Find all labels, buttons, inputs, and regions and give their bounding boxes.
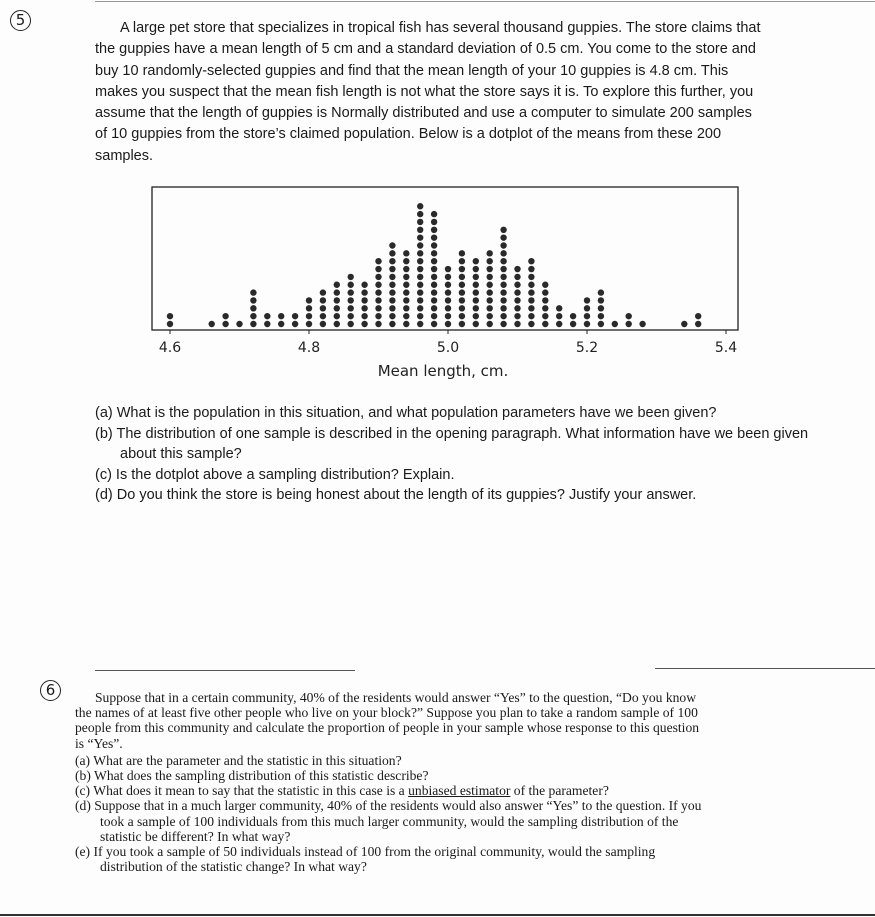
dot bbox=[500, 282, 506, 288]
dot bbox=[528, 321, 534, 327]
dot bbox=[487, 266, 493, 272]
x-tick-label: 5.4 bbox=[714, 340, 738, 356]
question-line: distribution of the statistic change? In what way? bbox=[100, 859, 367, 875]
dot bbox=[459, 297, 465, 303]
dot bbox=[459, 289, 465, 295]
dot bbox=[487, 289, 493, 295]
dot bbox=[459, 258, 465, 264]
dot bbox=[431, 219, 437, 225]
paragraph-line: assume that the length of guppies is Normally distributed and use a computer to simulate 200 samples bbox=[95, 105, 752, 122]
dot bbox=[348, 289, 354, 295]
question-line: (d) Suppose that in a much larger community, 40% of the residents would also answer “Yes” to the question. If you bbox=[75, 798, 702, 814]
paragraph-line: buy 10 randomly-selected guppies and find that the mean length of your 10 guppies is 4.8 cm. This bbox=[95, 62, 729, 79]
dot bbox=[403, 250, 409, 256]
question-a: (a) What is the population in this situation, and what population parameters have we been given? bbox=[95, 405, 717, 421]
question-c: (c) Is the dotplot above a sampling distribution? Explain. bbox=[95, 466, 455, 483]
dot bbox=[598, 321, 604, 327]
dot bbox=[417, 297, 423, 303]
dot bbox=[542, 321, 548, 327]
dot bbox=[500, 289, 506, 295]
dot bbox=[264, 321, 270, 327]
dot bbox=[320, 289, 326, 295]
dot bbox=[514, 266, 520, 272]
dot bbox=[459, 282, 465, 288]
dot bbox=[598, 313, 604, 319]
dot bbox=[500, 250, 506, 256]
dot bbox=[445, 305, 451, 311]
question-a bbox=[75, 753, 701, 768]
dot bbox=[473, 313, 479, 319]
dot bbox=[375, 313, 381, 319]
dot bbox=[334, 321, 340, 327]
dot bbox=[695, 313, 701, 319]
question-line: (b) What does the sampling distribution of this statistic describe? bbox=[75, 768, 429, 784]
question-e bbox=[75, 844, 701, 874]
dot bbox=[417, 289, 423, 295]
dot bbox=[473, 289, 479, 295]
dot bbox=[222, 321, 228, 327]
dot bbox=[514, 297, 520, 303]
dot bbox=[431, 282, 437, 288]
dot bbox=[250, 289, 256, 295]
dot bbox=[389, 258, 395, 264]
dot bbox=[431, 274, 437, 280]
dot bbox=[500, 266, 506, 272]
dot bbox=[570, 313, 576, 319]
dot bbox=[500, 305, 506, 311]
dot bbox=[542, 305, 548, 311]
dot bbox=[417, 234, 423, 240]
paragraph-line: samples. bbox=[95, 147, 154, 164]
dot bbox=[445, 282, 451, 288]
dot bbox=[375, 297, 381, 303]
dot bbox=[403, 313, 409, 319]
dot bbox=[473, 305, 479, 311]
dot bbox=[348, 321, 354, 327]
dot bbox=[584, 321, 590, 327]
dot bbox=[500, 297, 506, 303]
question-line: statistic be different? In what way? bbox=[100, 828, 291, 844]
dot bbox=[361, 289, 367, 295]
dot bbox=[361, 282, 367, 288]
dot bbox=[417, 258, 423, 264]
dot bbox=[487, 274, 493, 280]
dot bbox=[361, 305, 367, 311]
dot bbox=[528, 305, 534, 311]
dot bbox=[612, 321, 618, 327]
dot bbox=[431, 211, 437, 217]
dot bbox=[681, 321, 687, 327]
dot bbox=[445, 274, 451, 280]
x-tick-label: 4.6 bbox=[158, 340, 182, 356]
dot bbox=[389, 297, 395, 303]
paragraph-line: of 10 guppies from the store’s claimed population. Below is a dotplot of the means from these 200 bbox=[95, 126, 722, 143]
dot bbox=[306, 321, 312, 327]
dot bbox=[389, 266, 395, 272]
dot bbox=[500, 258, 506, 264]
question-line: (e) If you took a sample of 50 individuals instead of 100 from the original community, would the sampling bbox=[75, 844, 656, 860]
dot bbox=[626, 313, 632, 319]
dot bbox=[292, 313, 298, 319]
dot bbox=[389, 250, 395, 256]
dotplot-chart bbox=[0, 0, 875, 400]
dot bbox=[431, 250, 437, 256]
dot bbox=[570, 321, 576, 327]
dot bbox=[514, 305, 520, 311]
dot bbox=[403, 282, 409, 288]
dot bbox=[598, 305, 604, 311]
dot bbox=[431, 305, 437, 311]
dot bbox=[250, 305, 256, 311]
dot bbox=[403, 305, 409, 311]
dot bbox=[375, 258, 381, 264]
dot bbox=[459, 266, 465, 272]
dot bbox=[528, 313, 534, 319]
dot bbox=[445, 289, 451, 295]
dot bbox=[278, 321, 284, 327]
question-text: of the parameter? bbox=[510, 783, 609, 799]
problem-5-questions bbox=[95, 403, 810, 506]
dot bbox=[514, 282, 520, 288]
dot bbox=[431, 258, 437, 264]
dot bbox=[473, 282, 479, 288]
dot bbox=[528, 266, 534, 272]
dot bbox=[417, 242, 423, 248]
dot bbox=[487, 250, 493, 256]
dot bbox=[528, 274, 534, 280]
dot bbox=[445, 313, 451, 319]
dot bbox=[431, 313, 437, 319]
question-line: took a sample of 100 individuals from this much larger community, would the sampling distribution of the bbox=[100, 813, 679, 829]
dot bbox=[500, 242, 506, 248]
dot bbox=[403, 297, 409, 303]
dot bbox=[431, 289, 437, 295]
dot bbox=[459, 274, 465, 280]
paragraph-line: makes you suspect that the mean fish length is not what the store says it is. To explore this further, you bbox=[95, 83, 754, 100]
dot bbox=[348, 297, 354, 303]
dot bbox=[348, 313, 354, 319]
dot bbox=[514, 321, 520, 327]
dot bbox=[209, 321, 215, 327]
term-unbiased-estimator: unbiased estimator bbox=[408, 783, 511, 799]
dot bbox=[334, 297, 340, 303]
dot bbox=[514, 274, 520, 280]
dot bbox=[500, 321, 506, 327]
dot bbox=[417, 282, 423, 288]
dot bbox=[445, 266, 451, 272]
dot bbox=[361, 297, 367, 303]
dot bbox=[403, 289, 409, 295]
dot bbox=[389, 242, 395, 248]
dot bbox=[403, 274, 409, 280]
dot bbox=[320, 305, 326, 311]
dot bbox=[431, 266, 437, 272]
dot bbox=[250, 297, 256, 303]
dot bbox=[264, 313, 270, 319]
dot bbox=[528, 297, 534, 303]
dot bbox=[403, 258, 409, 264]
x-tick-label: 4.8 bbox=[297, 340, 321, 356]
dot bbox=[584, 297, 590, 303]
dot bbox=[584, 305, 590, 311]
dot bbox=[417, 227, 423, 233]
question-d bbox=[75, 798, 701, 844]
dot bbox=[431, 242, 437, 248]
dot bbox=[542, 289, 548, 295]
dot bbox=[695, 321, 701, 327]
dot bbox=[459, 313, 465, 319]
dot bbox=[320, 297, 326, 303]
x-tick-label: 5.0 bbox=[436, 340, 460, 356]
dot bbox=[375, 321, 381, 327]
dot bbox=[598, 289, 604, 295]
dot bbox=[403, 266, 409, 272]
dot bbox=[542, 313, 548, 319]
dot bbox=[417, 321, 423, 327]
dot bbox=[375, 282, 381, 288]
question-line: (a) What are the parameter and the statistic in this situation? bbox=[75, 752, 402, 768]
dot bbox=[473, 258, 479, 264]
dot bbox=[473, 297, 479, 303]
dot bbox=[473, 321, 479, 327]
dot bbox=[542, 297, 548, 303]
dot bbox=[306, 313, 312, 319]
question-text: (c) What does it mean to say that the statistic in this case is a bbox=[75, 783, 409, 799]
dot bbox=[417, 219, 423, 225]
dot bbox=[389, 282, 395, 288]
dot bbox=[542, 282, 548, 288]
dot bbox=[361, 313, 367, 319]
dot bbox=[487, 313, 493, 319]
dot bbox=[556, 313, 562, 319]
paragraph-line: the guppies have a mean length of 5 cm and a standard deviation of 0.5 cm. You come to the store and bbox=[95, 41, 756, 58]
dot bbox=[556, 305, 562, 311]
dot bbox=[487, 297, 493, 303]
dot bbox=[598, 297, 604, 303]
dot bbox=[320, 313, 326, 319]
paragraph-line: people from this community and calculate the proportion of people in your sample whose response to this question bbox=[75, 720, 700, 736]
dot bbox=[473, 274, 479, 280]
dot bbox=[500, 234, 506, 240]
dot bbox=[417, 313, 423, 319]
dot bbox=[431, 321, 437, 327]
dot bbox=[528, 282, 534, 288]
dot bbox=[528, 258, 534, 264]
dot bbox=[487, 321, 493, 327]
dot bbox=[487, 305, 493, 311]
dot bbox=[417, 250, 423, 256]
x-tick-label: 5.2 bbox=[575, 340, 599, 356]
dot bbox=[500, 227, 506, 233]
dot bbox=[431, 227, 437, 233]
dot bbox=[292, 321, 298, 327]
problem-5-number: 5 bbox=[10, 10, 31, 31]
dot bbox=[375, 274, 381, 280]
dot bbox=[250, 313, 256, 319]
dot bbox=[417, 203, 423, 209]
paragraph-line: is “Yes”. bbox=[75, 735, 123, 751]
dot bbox=[417, 266, 423, 272]
dot bbox=[278, 313, 284, 319]
dot bbox=[320, 321, 326, 327]
dot bbox=[514, 313, 520, 319]
dot bbox=[528, 289, 534, 295]
dot bbox=[584, 313, 590, 319]
question-c bbox=[75, 783, 701, 798]
dot bbox=[250, 321, 256, 327]
dot bbox=[375, 266, 381, 272]
dot bbox=[500, 274, 506, 280]
paragraph-line: A large pet store that specializes in tropical fish has several thousand guppies. The store claims that bbox=[120, 20, 761, 36]
dot bbox=[445, 297, 451, 303]
dot bbox=[459, 250, 465, 256]
dot bbox=[431, 297, 437, 303]
dot bbox=[389, 313, 395, 319]
paragraph-line: the names of at least five other people who live on your block?” Suppose you plan to take a random sample of 100 bbox=[75, 705, 698, 721]
dot bbox=[403, 321, 409, 327]
dot bbox=[389, 289, 395, 295]
dot bbox=[375, 305, 381, 311]
dot bbox=[348, 305, 354, 311]
dot bbox=[417, 305, 423, 311]
dot bbox=[473, 266, 479, 272]
dot bbox=[348, 282, 354, 288]
question-b: (b) The distribution of one sample is described in the opening paragraph. What information have we been given about this sample? bbox=[95, 425, 809, 462]
dot bbox=[639, 321, 645, 327]
dot bbox=[389, 305, 395, 311]
dot bbox=[556, 321, 562, 327]
problem-6-text bbox=[75, 690, 701, 874]
question-b bbox=[75, 768, 701, 783]
x-axis-label: Mean length, cm. bbox=[377, 362, 509, 380]
paragraph-line: Suppose that in a certain community, 40% of the residents would answer “Yes” to the question, “Do you know bbox=[95, 690, 697, 705]
dot bbox=[222, 313, 228, 319]
dot bbox=[389, 274, 395, 280]
dot bbox=[389, 321, 395, 327]
dot bbox=[375, 289, 381, 295]
dot bbox=[487, 282, 493, 288]
dot bbox=[334, 313, 340, 319]
dot bbox=[431, 234, 437, 240]
dot bbox=[167, 321, 173, 327]
dot bbox=[334, 289, 340, 295]
question-d: (d) Do you think the store is being honest about the length of its guppies? Justify your answer. bbox=[95, 487, 697, 503]
dot bbox=[514, 289, 520, 295]
dot bbox=[348, 274, 354, 280]
dot bbox=[459, 305, 465, 311]
dot bbox=[334, 305, 340, 311]
problem-6-number: 6 bbox=[40, 680, 61, 701]
dot bbox=[500, 313, 506, 319]
dot bbox=[417, 274, 423, 280]
dot bbox=[459, 321, 465, 327]
dot bbox=[167, 313, 173, 319]
dot bbox=[306, 297, 312, 303]
dot bbox=[487, 258, 493, 264]
dot bbox=[445, 321, 451, 327]
dot bbox=[236, 321, 242, 327]
dot bbox=[334, 282, 340, 288]
dot bbox=[306, 305, 312, 311]
dot bbox=[361, 321, 367, 327]
dot bbox=[626, 321, 632, 327]
dot bbox=[417, 211, 423, 217]
